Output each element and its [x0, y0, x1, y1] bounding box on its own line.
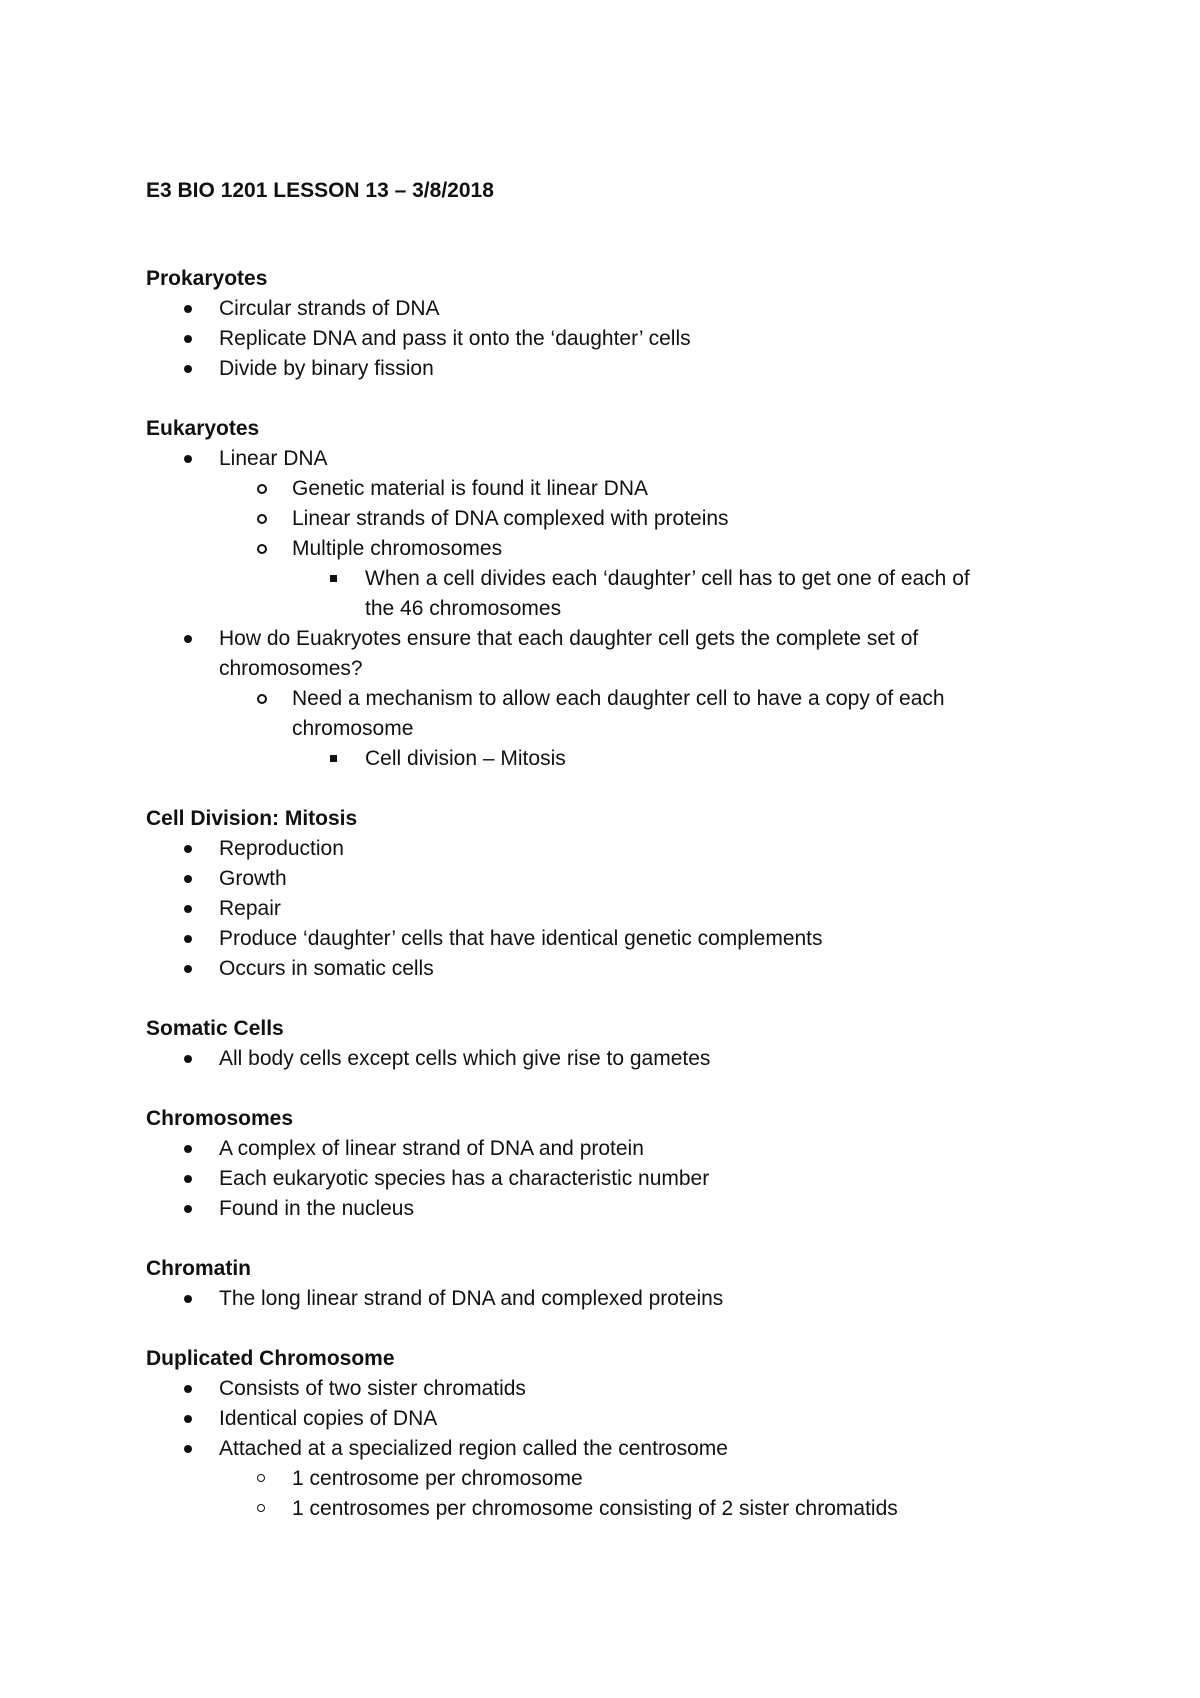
- bullet-icon: [184, 335, 192, 343]
- section-eukaryotes: [146, 414, 1096, 774]
- list-item: Each eukaryotic species has a characteristic number: [146, 1164, 1096, 1194]
- list-item: Reproduction: [146, 834, 1096, 864]
- section-chromosomes: [146, 1104, 1096, 1224]
- list-item: Replicate DNA and pass it onto the ‘daughter’ cells: [146, 324, 1096, 354]
- bullet-icon: [184, 1145, 192, 1153]
- section-heading: Cell Division: Mitosis: [146, 807, 358, 830]
- section-somatic-cells: [146, 1014, 1096, 1074]
- list-item: All body cells except cells which give rise to gametes: [146, 1044, 1096, 1074]
- bullet-icon: [184, 1055, 192, 1063]
- list-item: Repair: [146, 894, 1096, 924]
- list-item: Found in the nucleus: [146, 1194, 1096, 1224]
- section-heading: Chromosomes: [146, 1107, 294, 1130]
- list-item: How do Euakryotes ensure that each daughter cell gets the complete set of chromosomes?: [146, 624, 946, 684]
- list-item: Multiple chromosomes: [219, 534, 1096, 564]
- bullet-icon: [184, 935, 192, 943]
- document-title: E3 BIO 1201 LESSON 13 – 3/8/2018: [146, 179, 494, 202]
- list-item: Identical copies of DNA: [146, 1404, 1096, 1434]
- section-heading: Prokaryotes: [146, 267, 268, 290]
- sub-bullet-list: [219, 474, 1096, 564]
- section-prokaryotes: [146, 264, 1096, 384]
- hollow-bullet-icon: [257, 1474, 265, 1482]
- list-item: Need a mechanism to allow each daughter cell to have a copy of each chromosome: [219, 684, 959, 744]
- list-item: Attached at a specialized region called the centrosome: [146, 1434, 1096, 1464]
- list-item: A complex of linear strand of DNA and protein: [146, 1134, 1096, 1164]
- document-page: [146, 176, 1096, 1554]
- list-item: Consists of two sister chromatids: [146, 1374, 1096, 1404]
- bullet-list: [146, 444, 1096, 474]
- list-item: Produce ‘daughter’ cells that have identical genetic complements: [146, 924, 1096, 954]
- list-item: 1 centrosomes per chromosome consisting of 2 sister chromatids: [219, 1494, 1096, 1524]
- section-heading: Duplicated Chromosome: [146, 1347, 395, 1370]
- bullet-icon: [184, 845, 192, 853]
- sub-bullet-list: [219, 684, 959, 744]
- bullet-list: [146, 1044, 1096, 1074]
- bullet-list: [146, 624, 946, 684]
- sub-sub-bullet-list: [219, 744, 1096, 774]
- bullet-list: [146, 1134, 1096, 1224]
- list-item: Growth: [146, 864, 1096, 894]
- hollow-bullet-icon: [257, 514, 267, 524]
- sub-sub-bullet-list: [219, 564, 982, 624]
- hollow-bullet-icon: [257, 544, 267, 554]
- bullet-icon: [184, 1205, 192, 1213]
- bullet-icon: [184, 1445, 192, 1453]
- nested-list: [146, 684, 1096, 774]
- bullet-icon: [184, 1415, 192, 1423]
- list-item: Linear strands of DNA complexed with proteins: [219, 504, 1096, 534]
- section-heading: Eukaryotes: [146, 417, 260, 440]
- square-bullet-icon: [330, 575, 337, 582]
- bullet-icon: [184, 455, 192, 463]
- square-bullet-icon: [330, 755, 337, 762]
- bullet-icon: [184, 1295, 192, 1303]
- bullet-icon: [184, 905, 192, 913]
- sub-bullet-list: [219, 1464, 1096, 1524]
- list-item: The long linear strand of DNA and complexed proteins: [146, 1284, 1096, 1314]
- list-item: Linear DNA: [146, 444, 1096, 474]
- section-chromatin: [146, 1254, 1096, 1314]
- bullet-icon: [184, 875, 192, 883]
- bullet-list: [146, 1284, 1096, 1314]
- hollow-bullet-icon: [257, 484, 267, 494]
- list-item: Genetic material is found it linear DNA: [219, 474, 1096, 504]
- bullet-icon: [184, 1385, 192, 1393]
- bullet-list: [146, 1374, 1096, 1464]
- section-mitosis: [146, 804, 1096, 984]
- bullet-icon: [184, 365, 192, 373]
- section-heading: Chromatin: [146, 1257, 251, 1280]
- section-heading: Somatic Cells: [146, 1017, 284, 1040]
- hollow-bullet-icon: [257, 694, 267, 704]
- bullet-list: [146, 834, 1096, 984]
- bullet-list: [146, 294, 1096, 384]
- bullet-icon: [184, 305, 192, 313]
- bullet-icon: [184, 1175, 192, 1183]
- list-item: When a cell divides each ‘daughter’ cell has to get one of each of the 46 chromosomes: [292, 564, 982, 624]
- list-item: 1 centrosome per chromosome: [219, 1464, 1096, 1494]
- nested-list: [146, 1464, 1096, 1524]
- list-item: Circular strands of DNA: [146, 294, 1096, 324]
- nested-list: [146, 474, 1096, 624]
- hollow-bullet-icon: [257, 1504, 265, 1512]
- bullet-icon: [184, 635, 192, 643]
- bullet-icon: [184, 965, 192, 973]
- section-duplicated-chromosome: [146, 1344, 1096, 1524]
- list-item: Cell division – Mitosis: [292, 744, 1096, 774]
- list-item: Occurs in somatic cells: [146, 954, 1096, 984]
- list-item: Divide by binary fission: [146, 354, 1096, 384]
